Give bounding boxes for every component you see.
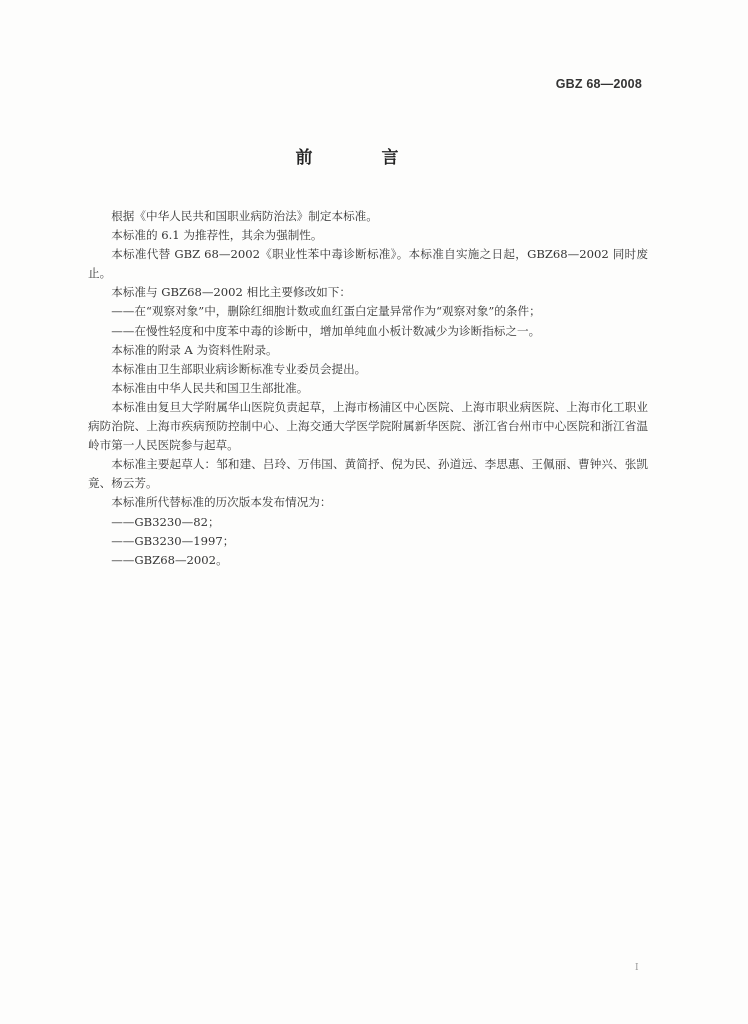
paragraph-appendix: 本标准的附录 A 为资料性附录。 (111, 342, 278, 357)
paragraph-change-2: ——在慢性轻度和中度苯中毒的诊断中，增加单纯血小板计数减少为诊断指标之一。 (111, 323, 541, 338)
paragraph-history-1: ——GB3230—82； (111, 514, 220, 529)
paragraph-recommended: 本标准的 6.1 为推荐性，其余为强制性。 (111, 228, 323, 243)
paragraph-basis: 根据《中华人民共和国职业病防治法》制定本标准。 (111, 209, 378, 223)
paragraph-history-intro: 本标准所代替标准的历次版本发布情况为： (111, 495, 332, 510)
paragraph-changes-intro: 本标准与 GBZ68—2002 相比主要修改如下： (111, 285, 351, 300)
paragraph-history-2: ——GB3230—1997； (111, 533, 235, 548)
paragraph-approved-by: 本标准由中华人民共和国卫生部批准。 (111, 380, 309, 395)
paragraph-proposed-by: 本标准由卫生部职业病诊断标准专业委员会提出。 (111, 361, 367, 376)
page-title: 前 言 (295, 148, 425, 168)
page-number: I (635, 963, 639, 973)
foreword-body (88, 207, 648, 570)
standard-code: GBZ 68—2008 (555, 77, 642, 91)
paragraph-history-3: ——GBZ68—2002。 (111, 552, 228, 567)
paragraph-drafters: 本标准主要起草人：邹和建、吕玲、万伟国、黄简抒、倪为民、孙道远、李思惠、王佩丽、曹钟兴、张凯竟、杨云芳。 (88, 457, 648, 491)
paragraph-drafting-units: 本标准由复旦大学附属华山医院负责起草，上海市杨浦区中心医院、上海市职业病医院、上海市化工职业病防治院、上海市疾病预防控制中心、上海交通大学医学院附属新华医院、浙江省台州市中心医院和浙江省温岭市第一人民医院参与起草。 (88, 399, 648, 453)
paragraph-change-1: ——在“观察对象”中，删除红细胞计数或血红蛋白定量异常作为“观察对象”的条件； (111, 304, 541, 319)
paragraph-replaces: 本标准代替 GBZ 68—2002《职业性苯中毒诊断标准》。本标准自实施之日起，GBZ68—2002 同时废止。 (88, 247, 648, 281)
